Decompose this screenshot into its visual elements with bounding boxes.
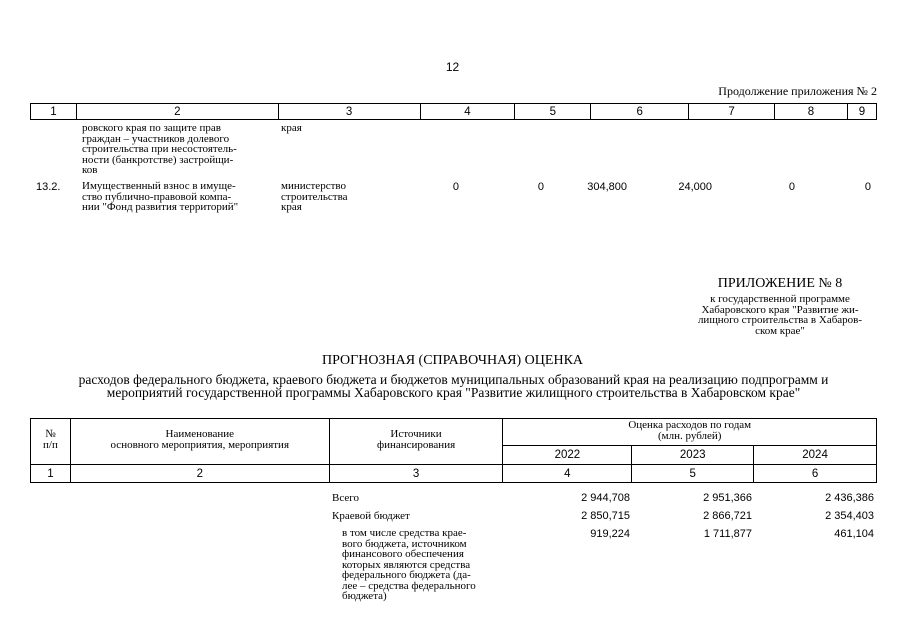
text-line: финансового обеспечения — [342, 548, 464, 560]
appendix-subheading — [680, 294, 880, 336]
text-line: строительства при несостоятель- — [82, 143, 237, 155]
row-label-including — [342, 528, 507, 602]
row-name — [82, 181, 277, 213]
column-index: 3 — [329, 465, 503, 483]
text-line: лищного строительства в Хабаров- — [697, 314, 863, 326]
text-line: которых являются средства — [342, 558, 471, 571]
text-line: № — [45, 428, 56, 440]
cell-value: 2 436,386 — [825, 492, 874, 504]
cell-value: 1 711,877 — [703, 528, 752, 540]
column-index: 1 — [31, 465, 71, 483]
estimate-table — [30, 418, 877, 483]
text-line: края — [281, 201, 302, 213]
text-line: основного мероприятия, мероприятия — [110, 438, 290, 451]
text-line: нии "Фонд развития территорий" — [82, 201, 239, 213]
page-number: 12 — [445, 60, 460, 74]
continuation-label: Продолжение приложения № 2 — [718, 84, 877, 98]
column-index: 2 — [76, 104, 278, 120]
column-index-row — [31, 465, 877, 483]
cell-value: 2 866,721 — [703, 510, 752, 522]
column-index: 5 — [632, 465, 754, 483]
continued-row-name — [82, 123, 277, 176]
cell-value: 0 — [537, 181, 544, 193]
text-line: бюджета) — [342, 590, 387, 602]
column-index: 3 — [278, 104, 420, 120]
cell-value: 2 951,366 — [703, 492, 752, 504]
text-line: финансирования — [376, 438, 456, 451]
row-label-total: Всего — [332, 492, 359, 504]
column-index: 6 — [591, 104, 689, 120]
text-line: к государственной программе — [710, 293, 850, 305]
text-line: федерального бюджета (да- — [342, 569, 471, 581]
text-line: расходов федерального бюджета, краевого бюджета и бюджетов муниципальных образований края на реализацию подпрограмм и — [78, 372, 829, 387]
cell-value: 919,224 — [590, 528, 630, 540]
text-line: вого бюджета, источником — [342, 537, 467, 550]
year-2022: 2022 — [503, 446, 632, 465]
text-line: ском крае" — [755, 324, 805, 337]
cell-value: 2 354,403 — [825, 510, 874, 522]
page-subtitle — [30, 373, 877, 399]
column-index: 4 — [503, 465, 632, 483]
column-index: 9 — [847, 104, 876, 120]
year-2024: 2024 — [754, 446, 877, 465]
row-label-regional: Краевой бюджет — [332, 510, 410, 522]
column-index: 1 — [31, 104, 77, 120]
text-line: ровского края по защите прав — [82, 122, 221, 134]
text-line: Наименование — [165, 428, 235, 440]
table-header-row — [31, 419, 877, 446]
text-line: министерство — [281, 180, 347, 192]
text-line: лее – средства федерального — [342, 579, 476, 592]
cell-value: 24,000 — [678, 181, 712, 193]
text-line: ство публично-правовой компа- — [82, 190, 232, 203]
text-line: мероприятий государственной программы Хабаровского края "Развитие жилищного строительства в Хабаровском крае" — [106, 385, 801, 400]
text-line: Хабаровского края "Развитие жи- — [701, 303, 859, 316]
text-line: граждан – участников долевого — [82, 132, 230, 145]
text-line: Имущественный взнос в имуще- — [82, 180, 236, 192]
column-header-sources — [329, 419, 503, 465]
text-line: Оценка расходов по годам — [628, 419, 752, 431]
column-index: 4 — [420, 104, 515, 120]
appendix-heading: ПРИЛОЖЕНИЕ № 8 — [717, 276, 843, 291]
text-line: в том числе средства крае- — [342, 527, 467, 539]
programme-table-top — [30, 103, 877, 120]
column-header-number — [31, 419, 71, 465]
column-index: 7 — [689, 104, 775, 120]
column-index: 8 — [775, 104, 848, 120]
column-header-name — [70, 419, 329, 465]
row-org — [281, 181, 348, 213]
cell-value: 2 850,715 — [581, 510, 630, 522]
cell-value: 0 — [452, 181, 459, 193]
table-header-row — [31, 104, 877, 120]
text-line: ности (банкротстве) застройщи- — [82, 153, 234, 166]
cell-value: 0 — [788, 181, 795, 193]
column-index: 5 — [515, 104, 591, 120]
text-line: (млн. рублей) — [658, 429, 722, 442]
continued-row-org: края — [281, 122, 302, 134]
cell-value: 304,800 — [587, 181, 627, 193]
row-number: 13.2. — [36, 181, 61, 193]
cell-value: 461,104 — [834, 528, 874, 540]
column-index: 6 — [754, 465, 877, 483]
page-title: ПРОГНОЗНАЯ (СПРАВОЧНАЯ) ОЦЕНКА — [321, 353, 584, 368]
year-2023: 2023 — [632, 446, 754, 465]
text-line: п/п — [43, 438, 58, 451]
text-line: ков — [82, 164, 98, 176]
column-index: 2 — [70, 465, 329, 483]
cell-value: 0 — [864, 181, 871, 193]
cell-value: 2 944,708 — [581, 492, 630, 504]
text-line: Источники — [390, 428, 442, 440]
column-header-estimate — [503, 419, 877, 446]
text-line: строительства — [281, 190, 348, 203]
